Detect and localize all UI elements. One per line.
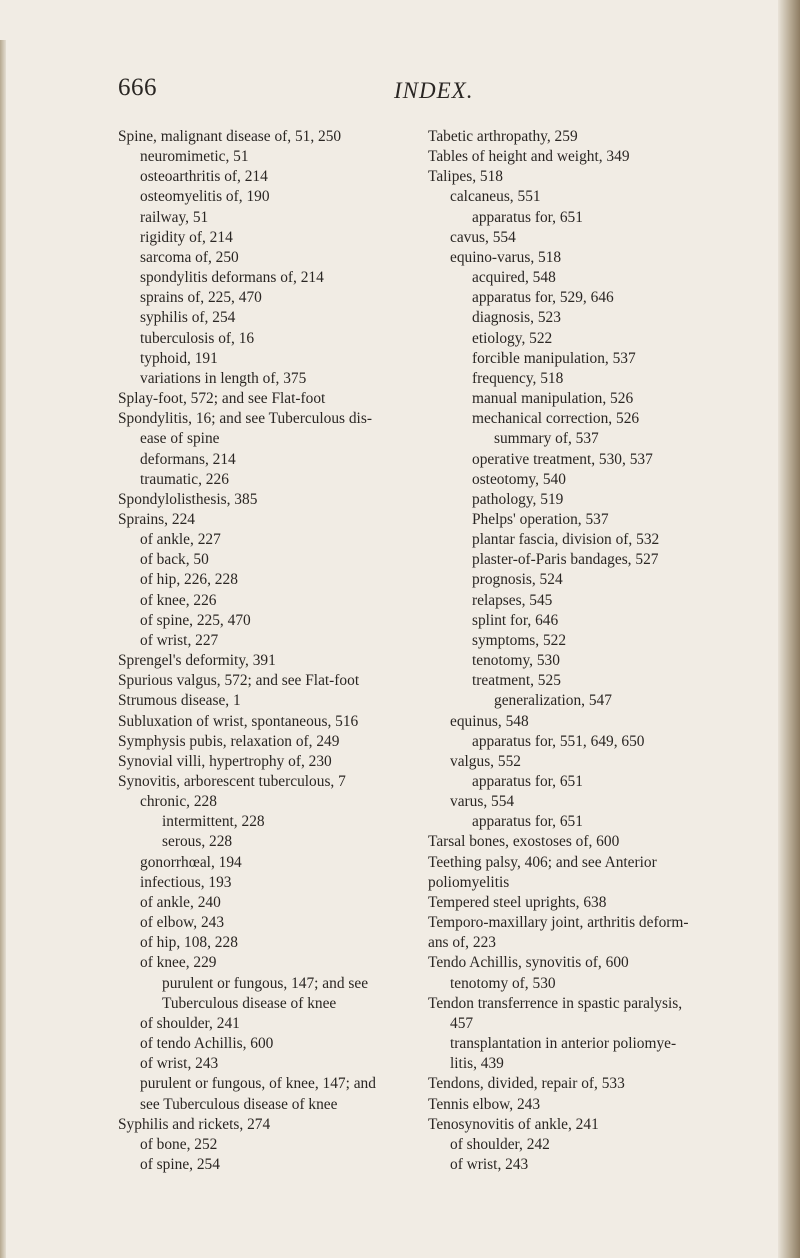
index-entry: infectious, 193: [140, 873, 232, 891]
index-entry: osteotomy, 540: [472, 470, 566, 488]
index-entry: of wrist, 243: [450, 1155, 529, 1173]
index-entry: purulent or fungous, of knee, 147; and: [140, 1075, 376, 1093]
index-entry: transplantation in anterior poliomye-: [450, 1035, 677, 1053]
index-entry: symptoms, 522: [472, 631, 567, 649]
index-entry: Tuberculous disease of knee: [162, 994, 337, 1012]
index-entry: variations in length of, 375: [140, 369, 307, 387]
index-entry: tuberculosis of, 16: [140, 329, 255, 347]
index-entry: Tendo Achillis, synovitis of, 600: [428, 954, 629, 972]
index-entry: of spine, 225, 470: [140, 611, 251, 629]
index-entry: purulent or fungous, 147; and see: [162, 974, 369, 992]
index-entry: valgus, 552: [450, 752, 521, 770]
index-entry: Temporo-maxillary joint, arthritis deform-: [428, 914, 689, 932]
index-entry: calcaneus, 551: [450, 188, 541, 206]
index-entry: spondylitis deformans of, 214: [140, 269, 324, 287]
index-entry: sarcoma of, 250: [140, 248, 239, 266]
index-entry: apparatus for, 529, 646: [472, 289, 614, 307]
index-entry: Spurious valgus, 572; and see Flat-foot: [118, 672, 360, 690]
index-entry: of shoulder, 241: [140, 1014, 240, 1032]
index-entry: manual manipulation, 526: [472, 390, 634, 408]
index-entry: Talipes, 518: [428, 168, 504, 186]
index-entry: mechanical correction, 526: [472, 410, 640, 428]
index-entry: apparatus for, 651: [472, 773, 583, 790]
index-entry: deformans, 214: [140, 450, 236, 468]
index-entry: Symphysis pubis, relaxation of, 249: [118, 732, 340, 750]
index-entry: of shoulder, 242: [450, 1135, 550, 1153]
index-entry: cavus, 554: [450, 228, 516, 246]
index-entry: Tendon transferrence in spastic paralysis,: [428, 994, 683, 1012]
page-binding-shadow: [778, 0, 800, 1258]
index-entry: splint for, 646: [472, 611, 559, 629]
index-entry: Subluxation of wrist, spontaneous, 516: [118, 712, 359, 730]
index-entry: osteoarthritis of, 214: [140, 168, 268, 186]
index-entry: equinus, 548: [450, 712, 529, 730]
running-head: INDEX.: [394, 78, 474, 103]
index-entry: serous, 228: [162, 833, 233, 851]
index-entry: Spondylolisthesis, 385: [118, 490, 258, 508]
index-entry: Phelps' operation, 537: [472, 510, 609, 528]
index-entry: equino-varus, 518: [450, 248, 562, 266]
index-entry: chronic, 228: [140, 793, 217, 811]
index-entry: sprains of, 225, 470: [140, 289, 262, 307]
index-entry: frequency, 518: [472, 369, 564, 387]
index-entry: of tendo Achillis, 600: [140, 1035, 274, 1053]
index-entry: plantar fascia, division of, 532: [472, 531, 660, 549]
index-entry: litis, 439: [450, 1055, 504, 1073]
index-entry: of wrist, 243: [140, 1055, 219, 1073]
index-entry: Synovitis, arborescent tuberculous, 7: [118, 773, 346, 790]
index-entry: Spine, malignant disease of, 51, 250: [118, 128, 342, 145]
index-entry: of hip, 226, 228: [140, 571, 238, 589]
index-entry: rigidity of, 214: [140, 228, 233, 246]
index-entry: apparatus for, 551, 649, 650: [472, 732, 645, 750]
index-entry: of ankle, 227: [140, 531, 221, 549]
index-entry: of ankle, 240: [140, 893, 221, 911]
index-entry: neuromimetic, 51: [140, 148, 249, 166]
index-entry: forcible manipulation, 537: [472, 349, 636, 367]
index-entry: tenotomy of, 530: [450, 974, 556, 992]
index-entry: Synovial villi, hypertrophy of, 230: [118, 752, 332, 770]
page-left-edge: [0, 40, 6, 1258]
index-entry: of knee, 229: [140, 954, 217, 972]
index-entry: of bone, 252: [140, 1135, 218, 1153]
index-entry: Tendons, divided, repair of, 533: [428, 1075, 625, 1093]
index-entry: tenotomy, 530: [472, 652, 560, 670]
index-entry: Strumous disease, 1: [118, 692, 241, 710]
index-entry: see Tuberculous disease of knee: [140, 1095, 338, 1113]
index-entry: Tenosynovitis of ankle, 241: [428, 1115, 599, 1133]
index-entry: syphilis of, 254: [140, 309, 236, 327]
index-entry: Spondylitis, 16; and see Tuberculous dis-: [118, 410, 372, 428]
index-entry: Tables of height and weight, 349: [428, 148, 630, 166]
index-entry: Sprengel's deformity, 391: [118, 652, 276, 670]
index-entry: Syphilis and rickets, 274: [118, 1115, 271, 1133]
index-entry: treatment, 525: [472, 672, 561, 690]
index-entry: 457: [450, 1014, 474, 1032]
index-entry: typhoid, 191: [140, 349, 218, 367]
index-entry: apparatus for, 651: [472, 813, 583, 831]
index-entry: diagnosis, 523: [472, 309, 561, 327]
index-entry: osteomyelitis of, 190: [140, 188, 270, 206]
index-entry: generalization, 547: [494, 692, 612, 710]
index-entry: ans of, 223: [428, 934, 496, 952]
index-entry: summary of, 537: [494, 430, 599, 448]
index-column-right: [428, 127, 768, 1175]
index-entry: of knee, 226: [140, 591, 217, 609]
index-entry: intermittent, 228: [162, 813, 265, 831]
index-entry: Tarsal bones, exostoses of, 600: [428, 833, 620, 851]
index-entry: operative treatment, 530, 537: [472, 450, 653, 468]
index-entry: apparatus for, 651: [472, 208, 583, 226]
index-entry: Teething palsy, 406; and see Anterior: [428, 853, 657, 871]
index-column-left: [118, 127, 448, 1175]
index-entry: Sprains, 224: [118, 510, 195, 528]
index-entry: of back, 50: [140, 551, 209, 569]
index-entry: of hip, 108, 228: [140, 934, 238, 952]
index-entry: of elbow, 243: [140, 914, 225, 932]
index-entry: of wrist, 227: [140, 631, 219, 649]
index-entry: traumatic, 226: [140, 470, 229, 488]
index-entry: poliomyelitis: [428, 873, 510, 891]
page-number: 666: [118, 74, 157, 101]
index-entry: plaster-of-Paris bandages, 527: [472, 551, 659, 569]
index-entry: acquired, 548: [472, 269, 556, 287]
index-entry: of spine, 254: [140, 1155, 220, 1173]
index-entry: railway, 51: [140, 208, 209, 226]
index-entry: Splay-foot, 572; and see Flat-foot: [118, 390, 326, 408]
index-entry: Tennis elbow, 243: [428, 1095, 541, 1113]
index-entry: gonorrhœal, 194: [140, 853, 242, 871]
index-entry: ease of spine: [140, 430, 220, 448]
index-entry: etiology, 522: [472, 329, 553, 347]
index-entry: Tempered steel uprights, 638: [428, 893, 607, 911]
index-entry: relapses, 545: [472, 591, 553, 609]
index-entry: pathology, 519: [472, 490, 564, 508]
index-entry: prognosis, 524: [472, 571, 563, 589]
index-entry: varus, 554: [450, 793, 515, 811]
index-entry: Tabetic arthropathy, 259: [428, 128, 578, 145]
